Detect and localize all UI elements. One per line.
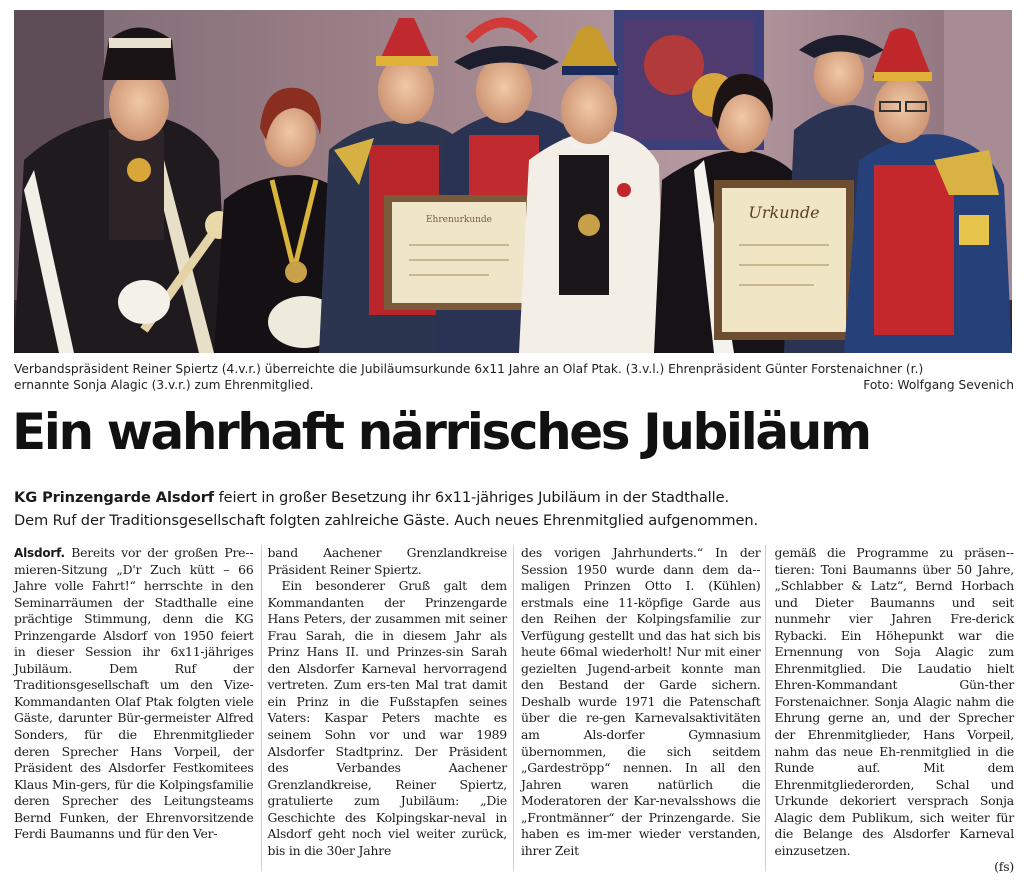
- article-body: [14, 545, 1014, 875]
- column-1-text: Bereits vor der großen Pre-mieren-Sitzung „D'r Zuch kütt – 66 Jahre volle Fahrt!“ herrschte in den Seminarräumen der Stadthalle eine prächtige Stimmung, denn die KG Prinzengarde Alsdorf von 1950 feiert in dieser Session ihr 6x11-jähriges Jubiläum. Dem Ruf der Traditionsgesellschaft um den Vize-Kommandanten Olaf Ptak folgten viele Gäste, darunter Bür-germeister Alfred Sonders, für die Ehrenmitglieder deren Sprecher Hans Vorpeil, der Präsident des Alsdorfer Festkomitees Klaus Min-gers, für die Kolpingsfamilie deren Sprecher des Leitungsteams Bernd Funken, der Ehrenvorsitzende Ferdi Baumanns und für den Ver-: [14, 545, 254, 842]
- column-divider: [765, 545, 766, 871]
- subhead-line-1: [14, 486, 1014, 509]
- author-signoff: (fs): [994, 859, 1014, 875]
- article-photo: [14, 10, 1012, 353]
- article-subheadline: [14, 486, 1014, 532]
- certificate-left-title: Ehrenurkunde: [425, 215, 493, 225]
- column-4-text: gemäß die Programme zu präsen-tieren: Toni Baumanns über 50 Jahre, „Schlabber & Latz“, Bernd Horbach und Dieter Baumanns und seit nunmehr vier Jahren Fre-derick Rybacki. Ein Höhepunkt war die Ernennung von Soja Alagic zum Ehrenmitglied. Die Laudatio hielt Ehren-Kommandant Gün-ther Forstenaichner. Sonja Alagic nahm die Ehrung gerne an, und der Sprecher der Ehrenmitglieder, Hans Vorpeil, nahm das neue Eh-renmitglied in die Runde auf. Mit dem Ehrenmitgliederorden, Schal und Urkunde dekoriert versprach Sonja Alagic dem Publikum, sich weiter für die Belange des Alsdorfer Karneval einzusetzen.: [774, 545, 1014, 858]
- column-2-paragraph-2: Ein besonderer Gruß galt dem Kommandanten der Prinzengarde Hans Peters, der zusammen mit seiner Frau Sarah, die in diesem Jahr als Prinz Hans II. und Prinzes-sin Sarah den Alsdorfer Karneval hervorragend vertreten. Zum ers-ten Mal trat damit ein Prinz in die Fußstapfen seines Vaters: Kaspar Peters machte es seinem Sohn vor und war 1989 Alsdorfer Stadtprinz. Der Präsident des Verbandes Aachener Grenzlandkreise, Reiner Spiertz, gratulierte zum Jubiläum: „Die Geschichte des Kolpingskar-neval in Alsdorf geht noch viel weiter zurück, bis in die 30er Jahre: [267, 578, 507, 858]
- subhead-line-1-rest: feiert in großer Besetzung ihr 6x11-jähriges Jubiläum in der Stadthalle.: [214, 489, 730, 506]
- column-2-paragraph-1: band Aachener Grenzlandkreise Präsident Reiner Spiertz.: [267, 545, 507, 577]
- article-dateline: Alsdorf.: [14, 546, 65, 560]
- article-column-1: [14, 545, 254, 875]
- caption-line-1: Verbandspräsident Reiner Spiertz (4.v.r.) überreichte die Jubiläumsurkunde 6x11 Jahre an Olaf Ptak. (3.v.l.) Ehrenpräsident Günter Forstenaichner (r.): [14, 362, 924, 376]
- column-3-text: des vorigen Jahrhunderts.“ In der Session 1950 wurde dann dem da-maligen Prinzen Otto I. (Kühlen) erstmals eine 11-köpfige Garde aus den Reihen der Kolpingsfamilie zur Verfügung gestellt und das hat sich bis heute 66mal wiederholt! Nur mit einer gezielten Jugend-arbeit konnte man den Bestand der Garde sichern. Deshalb wurde 1971 die Patenschaft über die re-gen Karnevalsaktivitäten am Als-dorfer Gymnasium übernommen, die sich seitdem „Gardeströpp“ nennen. In all den Jahren waren natürlich die Moderatoren der Kar-nevalsshows die „Frontmänner“ der Prinzengarde. Sie haben es im-mer wieder verstanden, ihrer Zeit: [521, 545, 761, 858]
- column-divider: [261, 545, 262, 871]
- photo-credit: Foto: Wolfgang Sevenich: [863, 378, 1014, 392]
- subhead-lead: KG Prinzengarde Alsdorf: [14, 489, 215, 506]
- photo-illustration: [14, 10, 1012, 353]
- article-column-3: [521, 545, 761, 875]
- certificate-right-title: Urkunde: [748, 203, 820, 222]
- subhead-line-2: Dem Ruf der Traditionsgesellschaft folgten zahlreiche Gäste. Auch neues Ehrenmitglied aufgenommen.: [14, 512, 759, 529]
- photo-caption: [14, 361, 1014, 393]
- column-divider: [513, 545, 514, 871]
- caption-line-2: ernannte Sonja Alagic (3.v.r.) zum Ehrenmitglied.: [14, 378, 314, 392]
- article-column-4: [775, 545, 1015, 875]
- article-column-2: [268, 545, 508, 875]
- article-headline: Ein wahrhaft närrisches Jubiläum: [12, 403, 870, 461]
